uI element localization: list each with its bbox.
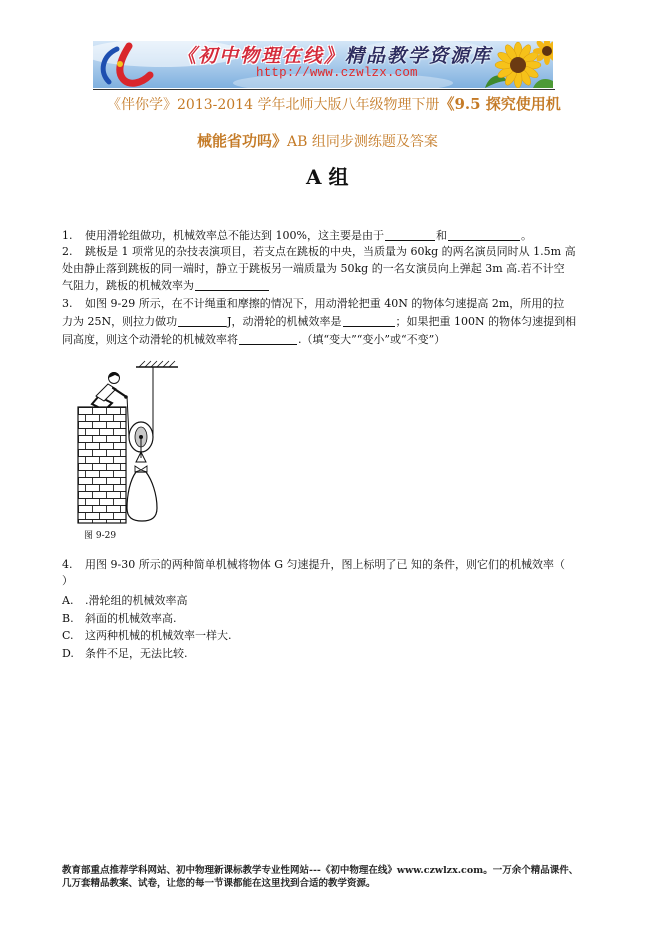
figure-9-29-caption: 图 9-29 bbox=[84, 531, 117, 541]
question-3-line-3 bbox=[62, 333, 445, 347]
answer-blank bbox=[385, 239, 435, 241]
figure-9-29-pulley-illustration bbox=[70, 355, 185, 527]
question-text: 。 bbox=[520, 229, 532, 242]
option-d-text: 条件不足，无法比较. bbox=[85, 647, 188, 660]
question-4-line-1: 用图 9-30 所示的两种简单机械将物体 G 匀速提升，图上标明了已 知的条件，则它们的机械效率（ bbox=[85, 558, 565, 571]
header-banner bbox=[93, 41, 553, 88]
worker-hand bbox=[124, 395, 128, 399]
doc-title-part: 《伴你学》2013-2014 学年北师大版八年级物理下册 bbox=[107, 97, 440, 113]
worker-arm bbox=[113, 388, 125, 396]
logo-yellow-dot bbox=[117, 61, 123, 67]
footer-line-1: 教育部重点推荐学科网站、初中物理新课标教学专业性网站---《初中物理在线》www.czwlzx.com。一万余个精品课件、 bbox=[62, 865, 579, 876]
sunflower-center bbox=[510, 57, 526, 73]
question-text: 使用滑轮组做功，机械效率总不能达到 100%，这主要是由于 bbox=[85, 229, 384, 242]
doc-title-line-2 bbox=[197, 132, 438, 151]
footer-line-2: 几万套精品教案、试卷，让您的每一节课都能在这里找到合适的教学资源。 bbox=[62, 878, 376, 889]
question-text: 气阻力，跳板的机械效率为 bbox=[62, 279, 194, 292]
answer-blank bbox=[239, 343, 297, 345]
answer-blank bbox=[178, 325, 226, 327]
question-4-line-2: ） bbox=[62, 574, 73, 587]
question-3-line-2 bbox=[62, 315, 576, 329]
section-heading: A 组 bbox=[306, 165, 349, 189]
question-3-line-1: 如图 9-29 所示，在不计绳重和摩擦的情况下，用动滑轮把重 40N 的物体匀速提高 2m，所用的拉 bbox=[85, 297, 565, 310]
ceiling-hatching bbox=[139, 361, 175, 367]
pulley-axle bbox=[139, 435, 143, 439]
question-2-line-3 bbox=[62, 279, 270, 293]
worker-torso bbox=[96, 384, 116, 401]
question-2-line-1: 跳板是 1 项常见的杂技表演项目，若支点在跳板的中央，当质量为 60kg 的两名演员同时从 1.5m 高 bbox=[85, 245, 576, 258]
banner-url: http://www.czwlzx.com bbox=[256, 66, 418, 80]
option-a-label: A. bbox=[62, 594, 74, 607]
sunflower-center-small bbox=[542, 46, 552, 56]
option-b-text: 斜面的机械效率高. bbox=[85, 612, 177, 625]
question-text: 同高度，则这个动滑轮的机械效率将 bbox=[62, 333, 238, 346]
brick-wall bbox=[78, 407, 126, 523]
question-3-number: 3. bbox=[62, 297, 73, 310]
question-2-number: 2. bbox=[62, 245, 73, 258]
question-text: 和 bbox=[435, 229, 447, 242]
pulling-rope-segment bbox=[127, 396, 129, 437]
question-1-number: 1. bbox=[62, 229, 73, 242]
option-c-label: C. bbox=[62, 629, 74, 642]
answer-blank bbox=[448, 239, 520, 241]
doc-title-part: AB 组同步测练题及答案 bbox=[287, 134, 438, 150]
question-2-line-2: 处由静止落到跳板的同一端时，静立于跳板另一端质量为 50kg 的一名女演员向上弹起 3m 高.若不计空 bbox=[62, 262, 565, 275]
option-d-label: D. bbox=[62, 647, 74, 660]
answer-blank bbox=[343, 325, 395, 327]
answer-blank bbox=[195, 289, 269, 291]
question-text: 力为 25N，则拉力做功 bbox=[62, 315, 178, 328]
option-a-text: .滑轮组的机械效率高 bbox=[85, 594, 188, 607]
question-text: J，动滑轮的机械效率是 bbox=[227, 315, 342, 328]
option-c-text: 这两种机械的机械效率一样大. bbox=[85, 629, 232, 642]
sack-load bbox=[127, 472, 157, 521]
banner-title-subtitle: 精品教学资源库 bbox=[345, 45, 493, 67]
question-text: ；如果把重 100N 的物体匀速提到相 bbox=[395, 315, 577, 328]
worker-figure bbox=[92, 372, 128, 407]
question-1-line-1 bbox=[85, 229, 532, 243]
doc-title-part-bold: 械能省功吗》 bbox=[197, 132, 288, 150]
option-b-label: B. bbox=[62, 612, 74, 625]
doc-title-part-bold: 《9.5 探究使用机 bbox=[439, 95, 561, 113]
banner-title bbox=[177, 44, 492, 68]
sack-tie-knot bbox=[135, 466, 147, 472]
ceiling-beam bbox=[136, 361, 178, 367]
banner-title-site-name: 《初中物理在线》 bbox=[177, 45, 346, 67]
doc-title-line-1 bbox=[107, 95, 561, 114]
question-text: .（填“变大”“变小”或“不变”） bbox=[298, 333, 446, 346]
question-4-number: 4. bbox=[62, 558, 73, 571]
header-divider bbox=[93, 89, 555, 90]
